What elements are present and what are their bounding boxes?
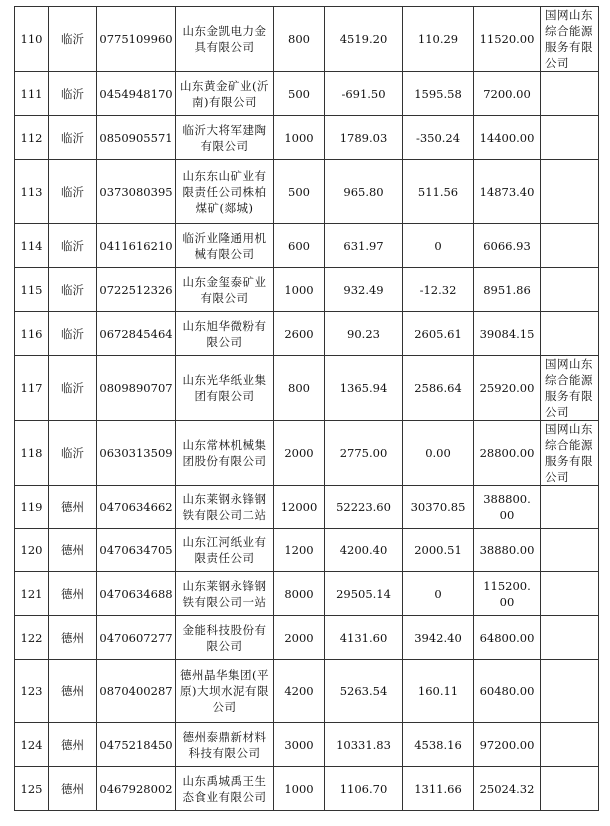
capacity-cell: 4200 xyxy=(274,660,325,723)
value-2-cell: 1595.58 xyxy=(403,72,474,116)
value-1-cell: 965.80 xyxy=(325,160,403,224)
capacity-cell: 2600 xyxy=(274,312,325,356)
value-2-cell: 3942.40 xyxy=(403,616,474,660)
row-number: 115 xyxy=(15,268,49,312)
value-1-cell: 4519.20 xyxy=(325,7,403,72)
account-id-cell: 0850905571 xyxy=(97,116,176,160)
value-3-cell: 14873.40 xyxy=(474,160,541,224)
value-3-cell: 14400.00 xyxy=(474,116,541,160)
value-2-cell: 0 xyxy=(403,572,474,616)
city-cell: 临沂 xyxy=(49,421,97,486)
value-1-cell: 4200.40 xyxy=(325,529,403,572)
account-id-cell: 0470607277 xyxy=(97,616,176,660)
value-3-cell: 7200.00 xyxy=(474,72,541,116)
account-id-cell: 0809890707 xyxy=(97,356,176,421)
value-1-cell: 90.23 xyxy=(325,312,403,356)
row-number: 114 xyxy=(15,224,49,268)
row-number: 112 xyxy=(15,116,49,160)
note-cell xyxy=(541,72,599,116)
note-cell xyxy=(541,572,599,616)
note-cell xyxy=(541,224,599,268)
table-row xyxy=(15,486,599,529)
city-cell: 临沂 xyxy=(49,356,97,421)
city-cell: 德州 xyxy=(49,572,97,616)
value-3-cell: 8951.86 xyxy=(474,268,541,312)
capacity-cell: 500 xyxy=(274,160,325,224)
capacity-cell: 1200 xyxy=(274,529,325,572)
table-row xyxy=(15,421,599,486)
account-id-cell: 0470634662 xyxy=(97,486,176,529)
row-number: 123 xyxy=(15,660,49,723)
account-id-cell: 0870400287 xyxy=(97,660,176,723)
value-3-cell: 25024.32 xyxy=(474,767,541,811)
account-id-cell: 0467928002 xyxy=(97,767,176,811)
value-3-cell: 25920.00 xyxy=(474,356,541,421)
company-name-cell: 山东东山矿业有限责任公司株柏煤矿(郯城) xyxy=(176,160,274,224)
account-id-cell: 0470634688 xyxy=(97,572,176,616)
company-name-cell: 山东禹城禹王生态食业有限公司 xyxy=(176,767,274,811)
value-3-cell: 115200.00 xyxy=(474,572,541,616)
value-3-cell: 60480.00 xyxy=(474,660,541,723)
city-cell: 临沂 xyxy=(49,268,97,312)
account-id-cell: 0630313509 xyxy=(97,421,176,486)
account-id-cell: 0411616210 xyxy=(97,224,176,268)
company-name-cell: 德州晶华集团(平原)大坝水泥有限公司 xyxy=(176,660,274,723)
capacity-cell: 2000 xyxy=(274,421,325,486)
value-2-cell: -350.24 xyxy=(403,116,474,160)
value-1-cell: 1106.70 xyxy=(325,767,403,811)
row-number: 117 xyxy=(15,356,49,421)
table-row xyxy=(15,723,599,767)
note-cell xyxy=(541,529,599,572)
value-2-cell: 0.00 xyxy=(403,421,474,486)
value-3-cell: 64800.00 xyxy=(474,616,541,660)
value-1-cell: 2775.00 xyxy=(325,421,403,486)
capacity-cell: 800 xyxy=(274,356,325,421)
note-cell: 国网山东综合能源服务有限公司 xyxy=(541,356,599,421)
company-name-cell: 临沂业隆通用机械有限公司 xyxy=(176,224,274,268)
value-3-cell: 97200.00 xyxy=(474,723,541,767)
value-2-cell: 4538.16 xyxy=(403,723,474,767)
table-row xyxy=(15,160,599,224)
value-2-cell: 2605.61 xyxy=(403,312,474,356)
value-1-cell: 5263.54 xyxy=(325,660,403,723)
value-2-cell: 511.56 xyxy=(403,160,474,224)
company-name-cell: 山东金玺泰矿业有限公司 xyxy=(176,268,274,312)
city-cell: 德州 xyxy=(49,616,97,660)
company-name-cell: 山东光华纸业集团有限公司 xyxy=(176,356,274,421)
company-name-cell: 山东金凯电力金具有限公司 xyxy=(176,7,274,72)
city-cell: 德州 xyxy=(49,660,97,723)
value-2-cell: 2000.51 xyxy=(403,529,474,572)
account-id-cell: 0722512326 xyxy=(97,268,176,312)
table-row xyxy=(15,616,599,660)
value-3-cell: 6066.93 xyxy=(474,224,541,268)
capacity-cell: 1000 xyxy=(274,116,325,160)
value-1-cell: 10331.83 xyxy=(325,723,403,767)
company-name-cell: 山东江河纸业有限责任公司 xyxy=(176,529,274,572)
city-cell: 临沂 xyxy=(49,116,97,160)
account-id-cell: 0373080395 xyxy=(97,160,176,224)
value-1-cell: 4131.60 xyxy=(325,616,403,660)
note-cell xyxy=(541,723,599,767)
capacity-cell: 8000 xyxy=(274,572,325,616)
company-name-cell: 德州泰鼎新材料科技有限公司 xyxy=(176,723,274,767)
row-number: 122 xyxy=(15,616,49,660)
note-cell xyxy=(541,486,599,529)
table-row xyxy=(15,268,599,312)
row-number: 113 xyxy=(15,160,49,224)
table-row xyxy=(15,312,599,356)
capacity-cell: 1000 xyxy=(274,767,325,811)
city-cell: 临沂 xyxy=(49,224,97,268)
row-number: 110 xyxy=(15,7,49,72)
capacity-cell: 800 xyxy=(274,7,325,72)
table-row xyxy=(15,767,599,811)
value-2-cell: 2586.64 xyxy=(403,356,474,421)
company-name-cell: 山东旭华微粉有限公司 xyxy=(176,312,274,356)
row-number: 118 xyxy=(15,421,49,486)
note-cell xyxy=(541,268,599,312)
capacity-cell: 600 xyxy=(274,224,325,268)
city-cell: 德州 xyxy=(49,767,97,811)
table-body xyxy=(15,7,599,811)
account-id-cell: 0454948170 xyxy=(97,72,176,116)
note-cell xyxy=(541,312,599,356)
note-cell xyxy=(541,160,599,224)
value-1-cell: 631.97 xyxy=(325,224,403,268)
note-cell: 国网山东综合能源服务有限公司 xyxy=(541,7,599,72)
city-cell: 德州 xyxy=(49,486,97,529)
city-cell: 德州 xyxy=(49,723,97,767)
account-id-cell: 0475218450 xyxy=(97,723,176,767)
value-2-cell: 30370.85 xyxy=(403,486,474,529)
value-2-cell: 1311.66 xyxy=(403,767,474,811)
value-3-cell: 11520.00 xyxy=(474,7,541,72)
company-name-cell: 山东黄金矿业(沂南)有限公司 xyxy=(176,72,274,116)
value-2-cell: 0 xyxy=(403,224,474,268)
table-row xyxy=(15,572,599,616)
account-id-cell: 0775109960 xyxy=(97,7,176,72)
city-cell: 临沂 xyxy=(49,312,97,356)
table-row xyxy=(15,7,599,72)
value-3-cell: 38880.00 xyxy=(474,529,541,572)
row-number: 111 xyxy=(15,72,49,116)
company-name-cell: 山东莱钢永锋钢铁有限公司二站 xyxy=(176,486,274,529)
table-row xyxy=(15,116,599,160)
value-1-cell: 932.49 xyxy=(325,268,403,312)
value-3-cell: 28800.00 xyxy=(474,421,541,486)
capacity-cell: 1000 xyxy=(274,268,325,312)
account-id-cell: 0470634705 xyxy=(97,529,176,572)
table-row xyxy=(15,224,599,268)
value-1-cell: 52223.60 xyxy=(325,486,403,529)
value-2-cell: -12.32 xyxy=(403,268,474,312)
value-1-cell: 1789.03 xyxy=(325,116,403,160)
enterprise-table xyxy=(14,6,599,811)
capacity-cell: 2000 xyxy=(274,616,325,660)
capacity-cell: 12000 xyxy=(274,486,325,529)
table-row xyxy=(15,529,599,572)
note-cell xyxy=(541,616,599,660)
company-name-cell: 临沂大将军建陶有限公司 xyxy=(176,116,274,160)
company-name-cell: 山东常林机械集团股份有限公司 xyxy=(176,421,274,486)
table-row xyxy=(15,72,599,116)
row-number: 120 xyxy=(15,529,49,572)
account-id-cell: 0672845464 xyxy=(97,312,176,356)
row-number: 116 xyxy=(15,312,49,356)
row-number: 124 xyxy=(15,723,49,767)
note-cell: 国网山东综合能源服务有限公司 xyxy=(541,421,599,486)
note-cell xyxy=(541,660,599,723)
value-3-cell: 388800.00 xyxy=(474,486,541,529)
company-name-cell: 金能科技股份有限公司 xyxy=(176,616,274,660)
row-number: 119 xyxy=(15,486,49,529)
city-cell: 德州 xyxy=(49,529,97,572)
value-1-cell: 1365.94 xyxy=(325,356,403,421)
city-cell: 临沂 xyxy=(49,72,97,116)
city-cell: 临沂 xyxy=(49,160,97,224)
capacity-cell: 500 xyxy=(274,72,325,116)
value-1-cell: 29505.14 xyxy=(325,572,403,616)
note-cell xyxy=(541,116,599,160)
note-cell xyxy=(541,767,599,811)
city-cell: 临沂 xyxy=(49,7,97,72)
value-3-cell: 39084.15 xyxy=(474,312,541,356)
capacity-cell: 3000 xyxy=(274,723,325,767)
table-row xyxy=(15,660,599,723)
table-row xyxy=(15,356,599,421)
row-number: 121 xyxy=(15,572,49,616)
company-name-cell: 山东莱钢永锋钢铁有限公司一站 xyxy=(176,572,274,616)
value-2-cell: 160.11 xyxy=(403,660,474,723)
value-2-cell: 110.29 xyxy=(403,7,474,72)
row-number: 125 xyxy=(15,767,49,811)
value-1-cell: -691.50 xyxy=(325,72,403,116)
